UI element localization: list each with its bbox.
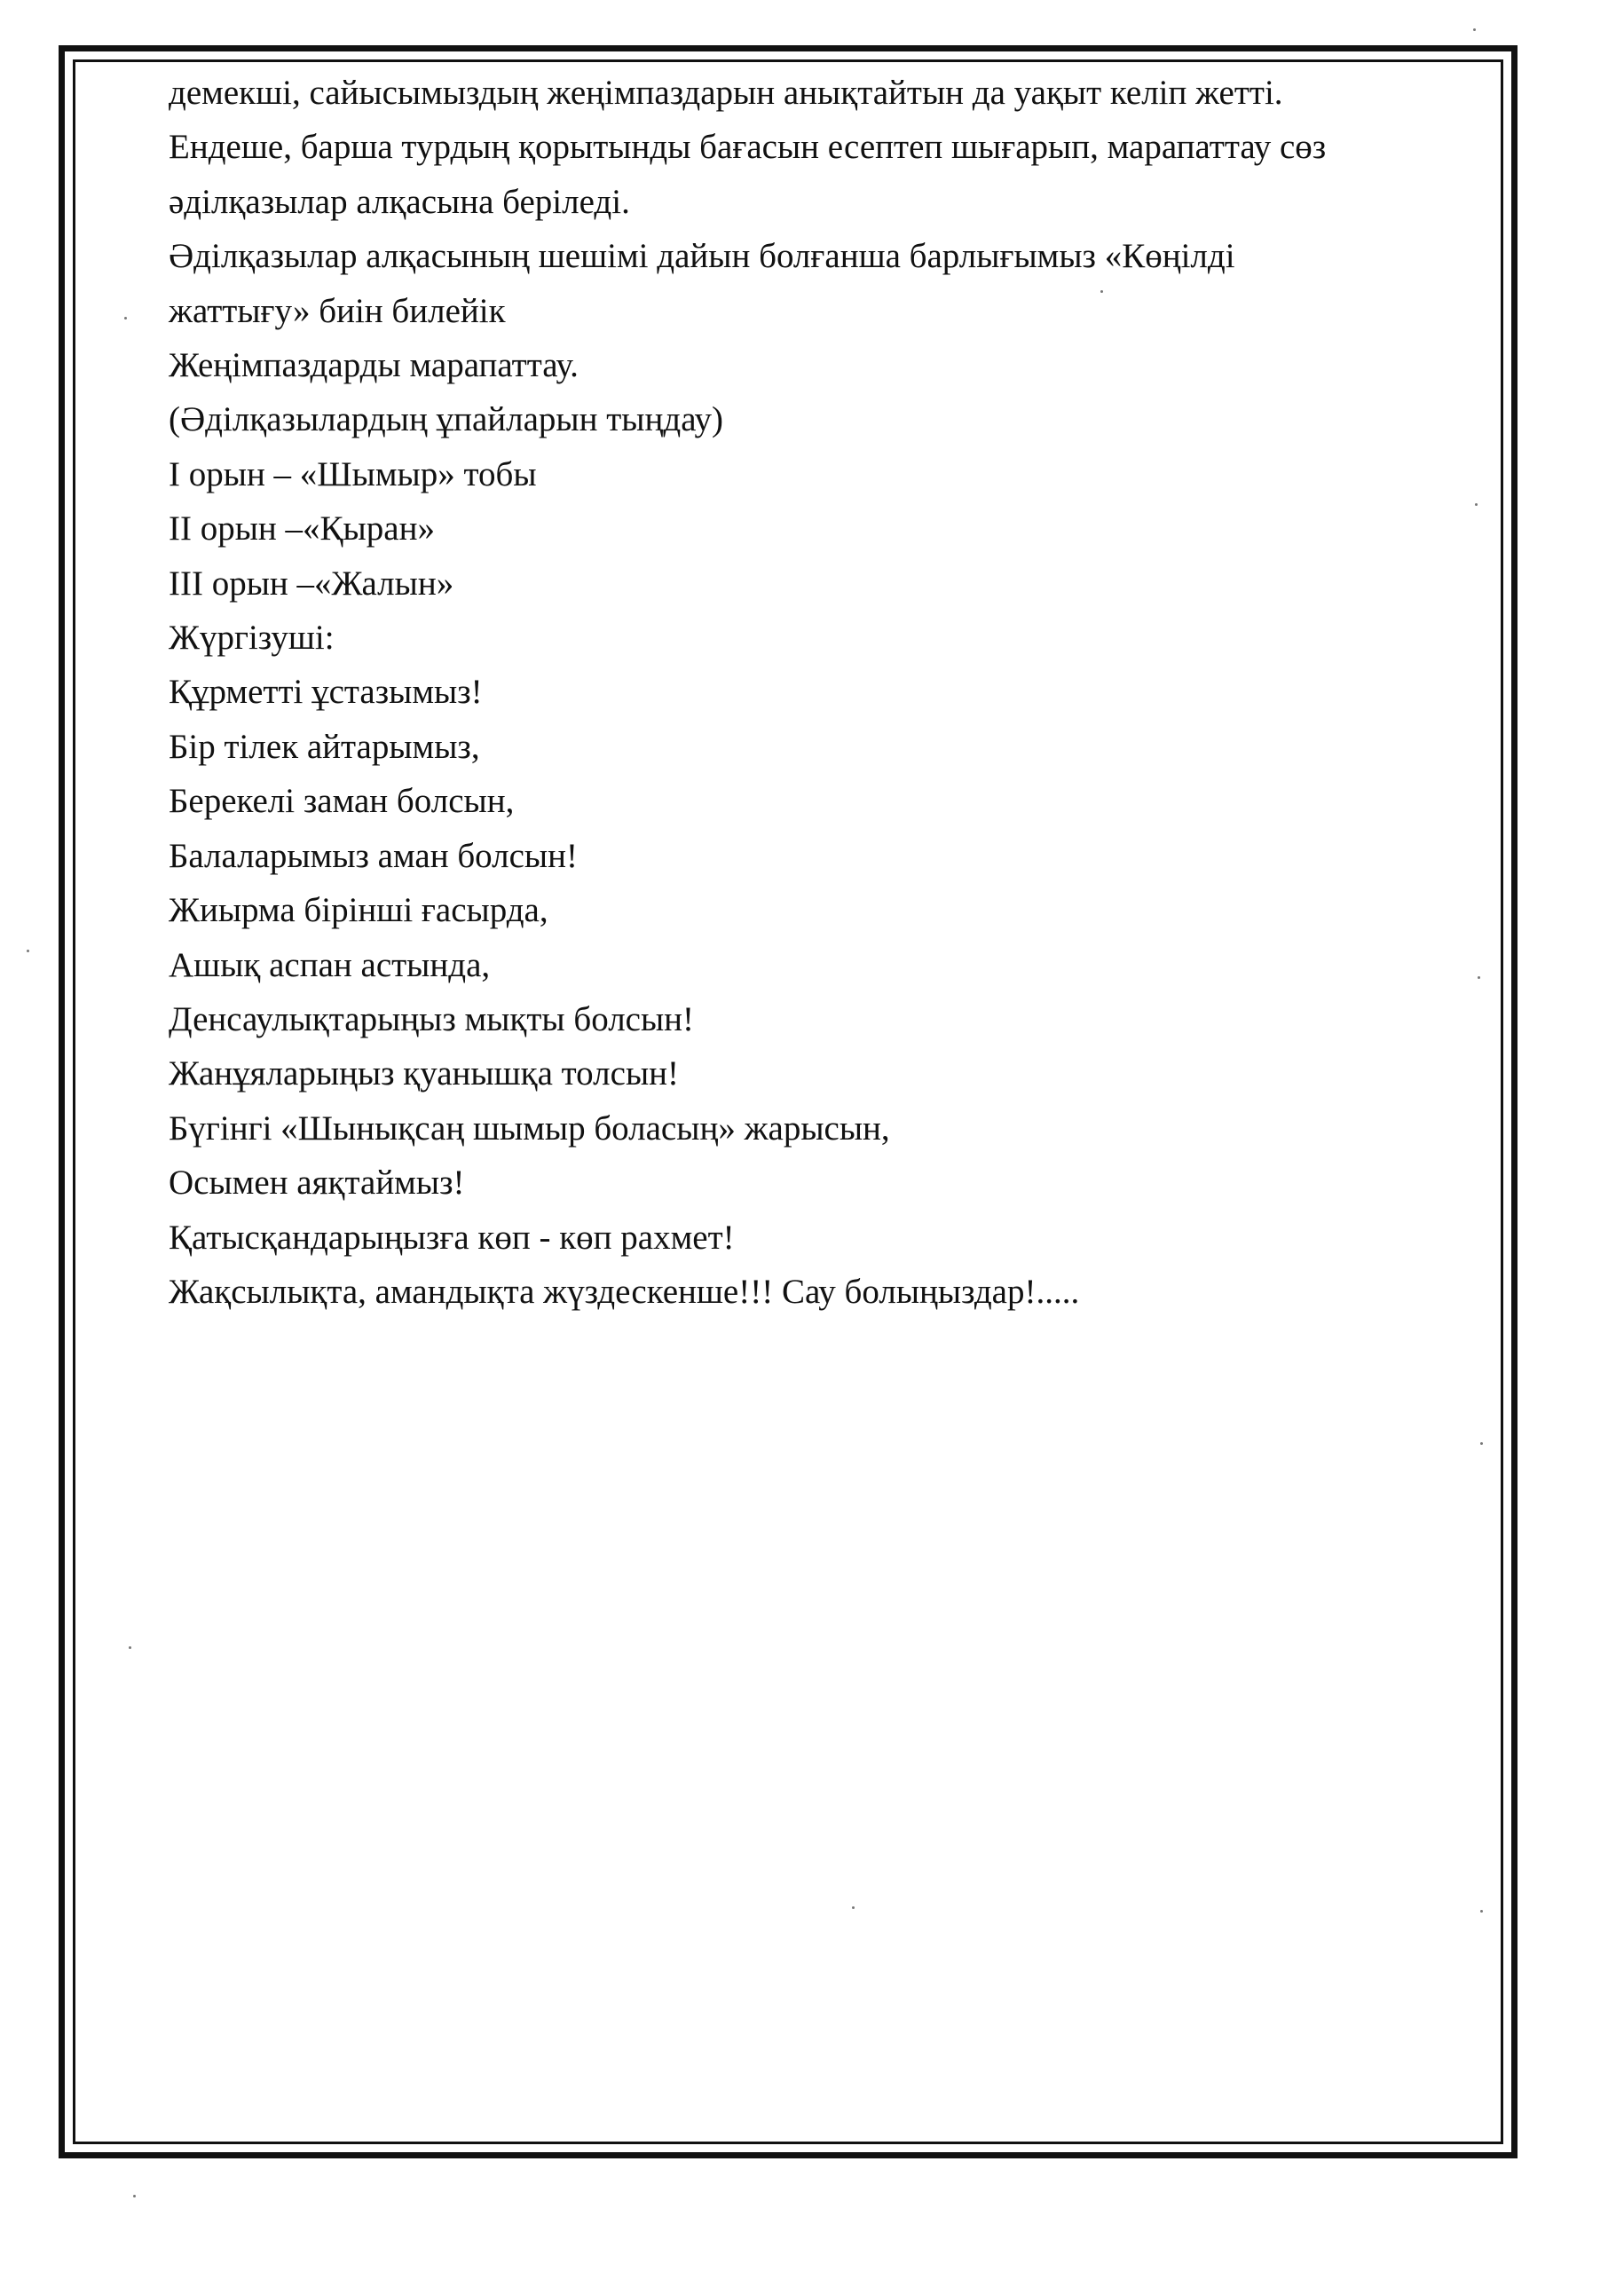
scan-speck	[27, 950, 29, 952]
scan-speck	[133, 2195, 136, 2197]
scan-speck	[1480, 1442, 1483, 1445]
scan-speck	[129, 1646, 131, 1649]
text-line: Жеңімпаздарды марапаттау.	[169, 346, 579, 385]
text-line: Қатысқандарыңызға көп - көп рахмет!	[169, 1218, 735, 1257]
text-line: Осымен аяқтаймыз!	[169, 1164, 465, 1203]
text-line: Жиырма бірінші ғасырда,	[169, 891, 548, 930]
text-line: әділқазылар алқасына беріледі.	[169, 182, 630, 221]
text-line: Бір тілек айтарымыз,	[169, 727, 480, 766]
text-line: ІІІ орын –«Жалын»	[169, 564, 454, 603]
text-line: Балаларымыз аман болсын!	[169, 836, 578, 875]
text-line: Берекелі заман болсын,	[169, 782, 515, 821]
text-line: Бүгінгі «Шынықсаң шымыр боласың» жарысын,	[169, 1108, 890, 1148]
document-text	[169, 66, 1482, 1319]
scan-speck	[1478, 976, 1480, 979]
scan-speck	[852, 1906, 855, 1909]
text-line: Денсаулықтарыңыз мықты болсын!	[169, 999, 695, 1038]
text-line: ІІ орын –«Қыран»	[169, 509, 435, 548]
text-line: І орын – «Шымыр» тобы	[169, 454, 537, 493]
scan-speck	[1480, 1910, 1483, 1913]
text-line: Жанұяларыңыз қуанышқа толсын!	[169, 1054, 680, 1093]
text-line: демекші, сайысымыздың жеңімпаздарын анықтайтын да уақыт келіп жетті.	[169, 74, 1283, 112]
scan-speck	[1100, 290, 1103, 293]
scan-speck	[124, 317, 127, 320]
text-line: Құрметті ұстазымыз!	[169, 673, 483, 712]
text-line: Жақсылықта, амандықта жүздескенше!!! Сау болыңыздар!.....	[169, 1272, 1080, 1311]
text-line: жаттығу» биін билейік	[169, 291, 506, 330]
text-line: (Әділқазылардың ұпайларын тыңдау)	[169, 400, 724, 439]
text-line: Әділқазылар алқасының шешімі дайын болғанша барлығымыз «Көңілді	[169, 237, 1235, 276]
scan-speck	[1473, 28, 1476, 31]
scan-speck	[1475, 503, 1478, 506]
text-line: Жүргізуші:	[169, 619, 335, 658]
text-line: Ашық аспан астында,	[169, 945, 491, 984]
text-line: Ендеше, барша турдың қорытынды бағасын есептеп шығарып, марапаттау сөз	[169, 128, 1327, 167]
